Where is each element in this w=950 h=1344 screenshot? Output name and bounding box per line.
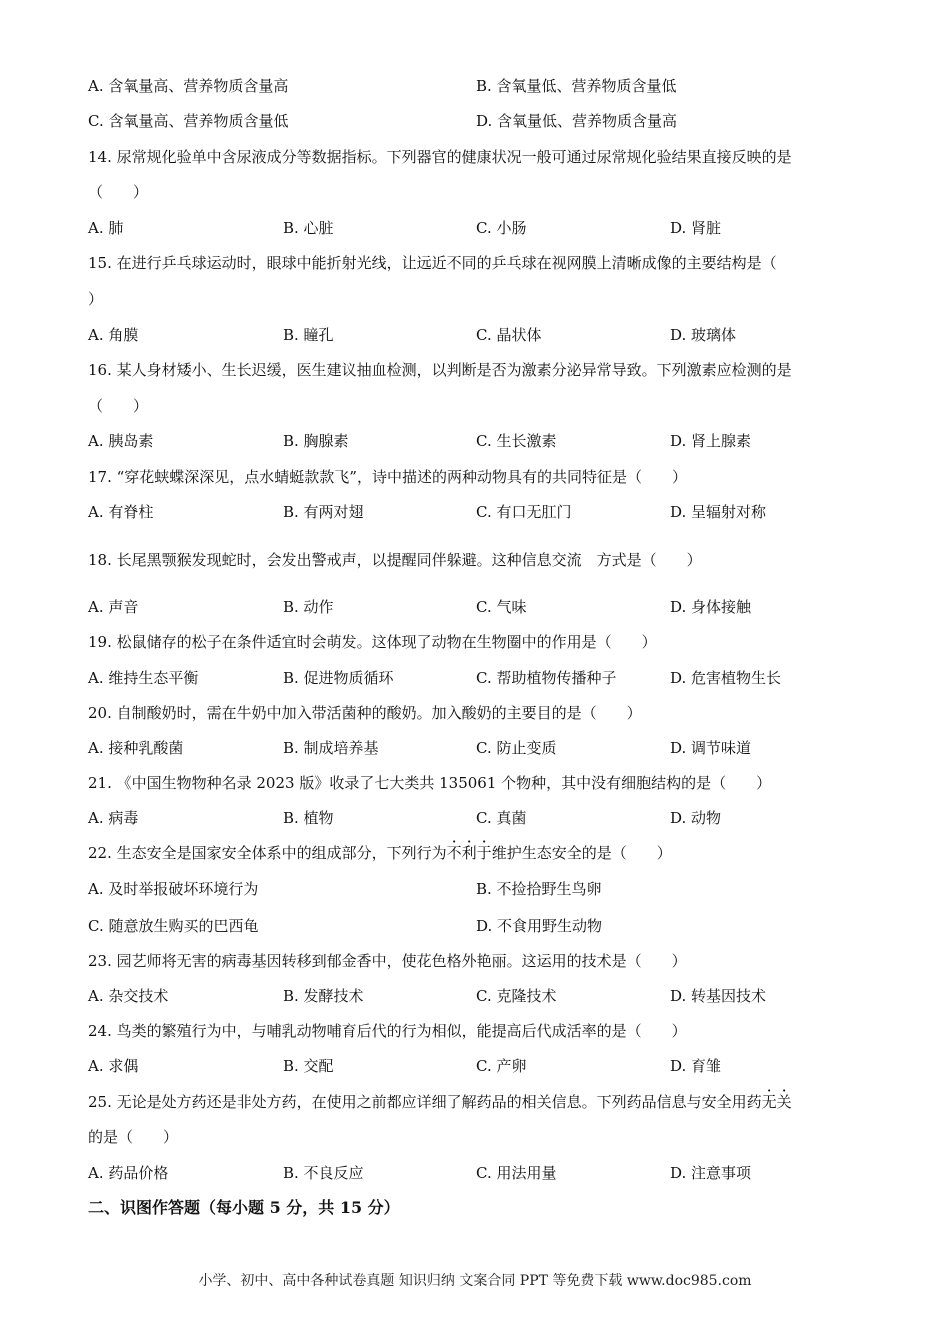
q14-option-c: C. 小肠 bbox=[476, 219, 527, 237]
q25-option-a: A. 药品价格 bbox=[88, 1164, 169, 1182]
q19-stem: 19. 松鼠储存的松子在条件适宜时会萌发。这体现了动物在生物圈中的作用是（ ） bbox=[88, 633, 657, 651]
emphasis-char: 于 bbox=[476, 844, 492, 862]
q19-option-b: B. 促进物质循环 bbox=[283, 669, 394, 687]
emphasis-char: 无 bbox=[761, 1093, 777, 1111]
q16-option-a: A. 胰岛素 bbox=[88, 432, 154, 450]
q24-option-d: D. 育雏 bbox=[670, 1057, 722, 1075]
q21-option-d: D. 动物 bbox=[670, 809, 722, 827]
q18-option-d: D. 身体接触 bbox=[670, 598, 752, 616]
section-heading: 二、识图作答题（每小题 5 分，共 15 分） bbox=[88, 1198, 400, 1217]
q17-option-b: B. 有两对翅 bbox=[283, 503, 364, 521]
q25-option-c: C. 用法用量 bbox=[476, 1164, 557, 1182]
q16-stem: 16. 某人身材矮小、生长迟缓，医生建议抽血检测，以判断是否为激素分泌异常导致。下列激素应检测的是 bbox=[88, 361, 792, 379]
q23-stem: 23. 园艺师将无害的病毒基因转移到郁金香中，使花色格外艳丽。这运用的技术是（ ） bbox=[88, 952, 687, 970]
q25-stem-line2: 的是（ ） bbox=[88, 1128, 179, 1146]
q20-option-b: B. 制成培养基 bbox=[283, 739, 379, 757]
q22-stem-pre: 22. 生态安全是国家安全体系中的组成部分，下列行为 bbox=[88, 844, 447, 862]
q25-emphasis bbox=[762, 1093, 792, 1111]
q20-stem: 20. 自制酸奶时，需在牛奶中加入带活菌种的酸奶。加入酸奶的主要目的是（ ） bbox=[88, 704, 642, 722]
q16-bracket: （ ） bbox=[88, 397, 149, 415]
q22-stem-post: 维护生态安全的是（ ） bbox=[491, 844, 672, 862]
q14-option-a: A. 肺 bbox=[88, 219, 124, 237]
q25-option-b: B. 不良反应 bbox=[283, 1164, 364, 1182]
q20-option-c: C. 防止变质 bbox=[476, 739, 557, 757]
q21-option-c: C. 真菌 bbox=[476, 809, 527, 827]
q22-emphasis bbox=[447, 844, 492, 862]
q18-option-a: A. 声音 bbox=[88, 598, 139, 616]
emphasis-char: 关 bbox=[776, 1093, 792, 1111]
q25-stem bbox=[88, 1092, 792, 1112]
q15-option-d: D. 玻璃体 bbox=[670, 326, 737, 344]
q19-option-a: A. 维持生态平衡 bbox=[88, 669, 199, 687]
q13-option-a: A. 含氧量高、营养物质含量高 bbox=[88, 77, 289, 95]
q13-option-d: D. 含氧量低、营养物质含量高 bbox=[476, 112, 678, 130]
q14-option-d: D. 肾脏 bbox=[670, 219, 722, 237]
q13-option-c: C. 含氧量高、营养物质含量低 bbox=[88, 112, 289, 130]
emphasis-char: 不 bbox=[446, 844, 462, 862]
q21-option-b: B. 植物 bbox=[283, 809, 334, 827]
q17-option-d: D. 呈辐射对称 bbox=[670, 503, 767, 521]
q21-stem: 21. 《中国生物物种名录 2023 版》收录了七大类共 135061 个物种，其中没有细胞结构的是（ ） bbox=[88, 774, 772, 792]
q17-option-a: A. 有脊柱 bbox=[88, 503, 154, 521]
q18-option-c: C. 气味 bbox=[476, 598, 527, 616]
q14-option-b: B. 心脏 bbox=[283, 219, 334, 237]
q15-option-b: B. 瞳孔 bbox=[283, 326, 334, 344]
q15-option-c: C. 晶状体 bbox=[476, 326, 542, 344]
q24-option-c: C. 产卵 bbox=[476, 1057, 527, 1075]
q15-option-a: A. 角膜 bbox=[88, 326, 139, 344]
q18-option-b: B. 动作 bbox=[283, 598, 334, 616]
q16-option-c: C. 生长激素 bbox=[476, 432, 557, 450]
q24-option-b: B. 交配 bbox=[283, 1057, 334, 1075]
q22-option-c: C. 随意放生购买的巴西龟 bbox=[88, 917, 259, 935]
q16-option-b: B. 胸腺素 bbox=[283, 432, 349, 450]
q19-option-d: D. 危害植物生长 bbox=[670, 669, 782, 687]
q14-bracket: （ ） bbox=[88, 183, 149, 201]
q17-stem: 17. “穿花蛱蝶深深见，点水蜻蜓款款飞”，诗中描述的两种动物具有的共同特征是（ ） bbox=[88, 468, 687, 486]
q15-bracket: ） bbox=[88, 290, 104, 308]
q22-option-d: D. 不食用野生动物 bbox=[476, 917, 603, 935]
q20-option-a: A. 接种乳酸菌 bbox=[88, 739, 184, 757]
q22-option-a: A. 及时举报破坏环境行为 bbox=[88, 880, 259, 898]
page-footer: 小学、初中、高中各种试卷真题 知识归纳 文案合同 PPT 等免费下载 www.doc985.com bbox=[198, 1273, 752, 1289]
q13-option-b: B. 含氧量低、营养物质含量低 bbox=[476, 77, 677, 95]
q24-stem: 24. 鸟类的繁殖行为中，与哺乳动物哺育后代的行为相似，能提高后代成活率的是（ ） bbox=[88, 1022, 687, 1040]
q15-stem: 15. 在进行乒乓球运动时，眼球中能折射光线，让远近不同的乒乓球在视网膜上清晰成像的主要结构是（ bbox=[88, 254, 777, 272]
q18-stem: 18. 长尾黑颚猴发现蛇时，会发出警戒声，以提醒同伴躲避。这种信息交流 方式是（ ） bbox=[88, 551, 702, 569]
q19-option-c: C. 帮助植物传播种子 bbox=[476, 669, 617, 687]
q23-option-d: D. 转基因技术 bbox=[670, 987, 767, 1005]
q20-option-d: D. 调节味道 bbox=[670, 739, 752, 757]
q25-stem-pre: 25. 无论是处方药还是非处方药，在使用之前都应详细了解药品的相关信息。下列药品信息与安全用药 bbox=[88, 1093, 762, 1111]
q23-option-c: C. 克隆技术 bbox=[476, 987, 557, 1005]
q21-option-a: A. 病毒 bbox=[88, 809, 139, 827]
q23-option-a: A. 杂交技术 bbox=[88, 987, 169, 1005]
q14-stem: 14. 尿常规化验单中含尿液成分等数据指标。下列器官的健康状况一般可通过尿常规化验结果直接反映的是 bbox=[88, 148, 792, 166]
q17-option-c: C. 有口无肛门 bbox=[476, 503, 572, 521]
q24-option-a: A. 求偶 bbox=[88, 1057, 139, 1075]
q22-option-b: B. 不捡拾野生鸟卵 bbox=[476, 880, 602, 898]
emphasis-char: 利 bbox=[461, 844, 477, 862]
q16-option-d: D. 肾上腺素 bbox=[670, 432, 752, 450]
q22-stem bbox=[88, 843, 672, 863]
q25-option-d: D. 注意事项 bbox=[670, 1164, 752, 1182]
q23-option-b: B. 发酵技术 bbox=[283, 987, 364, 1005]
